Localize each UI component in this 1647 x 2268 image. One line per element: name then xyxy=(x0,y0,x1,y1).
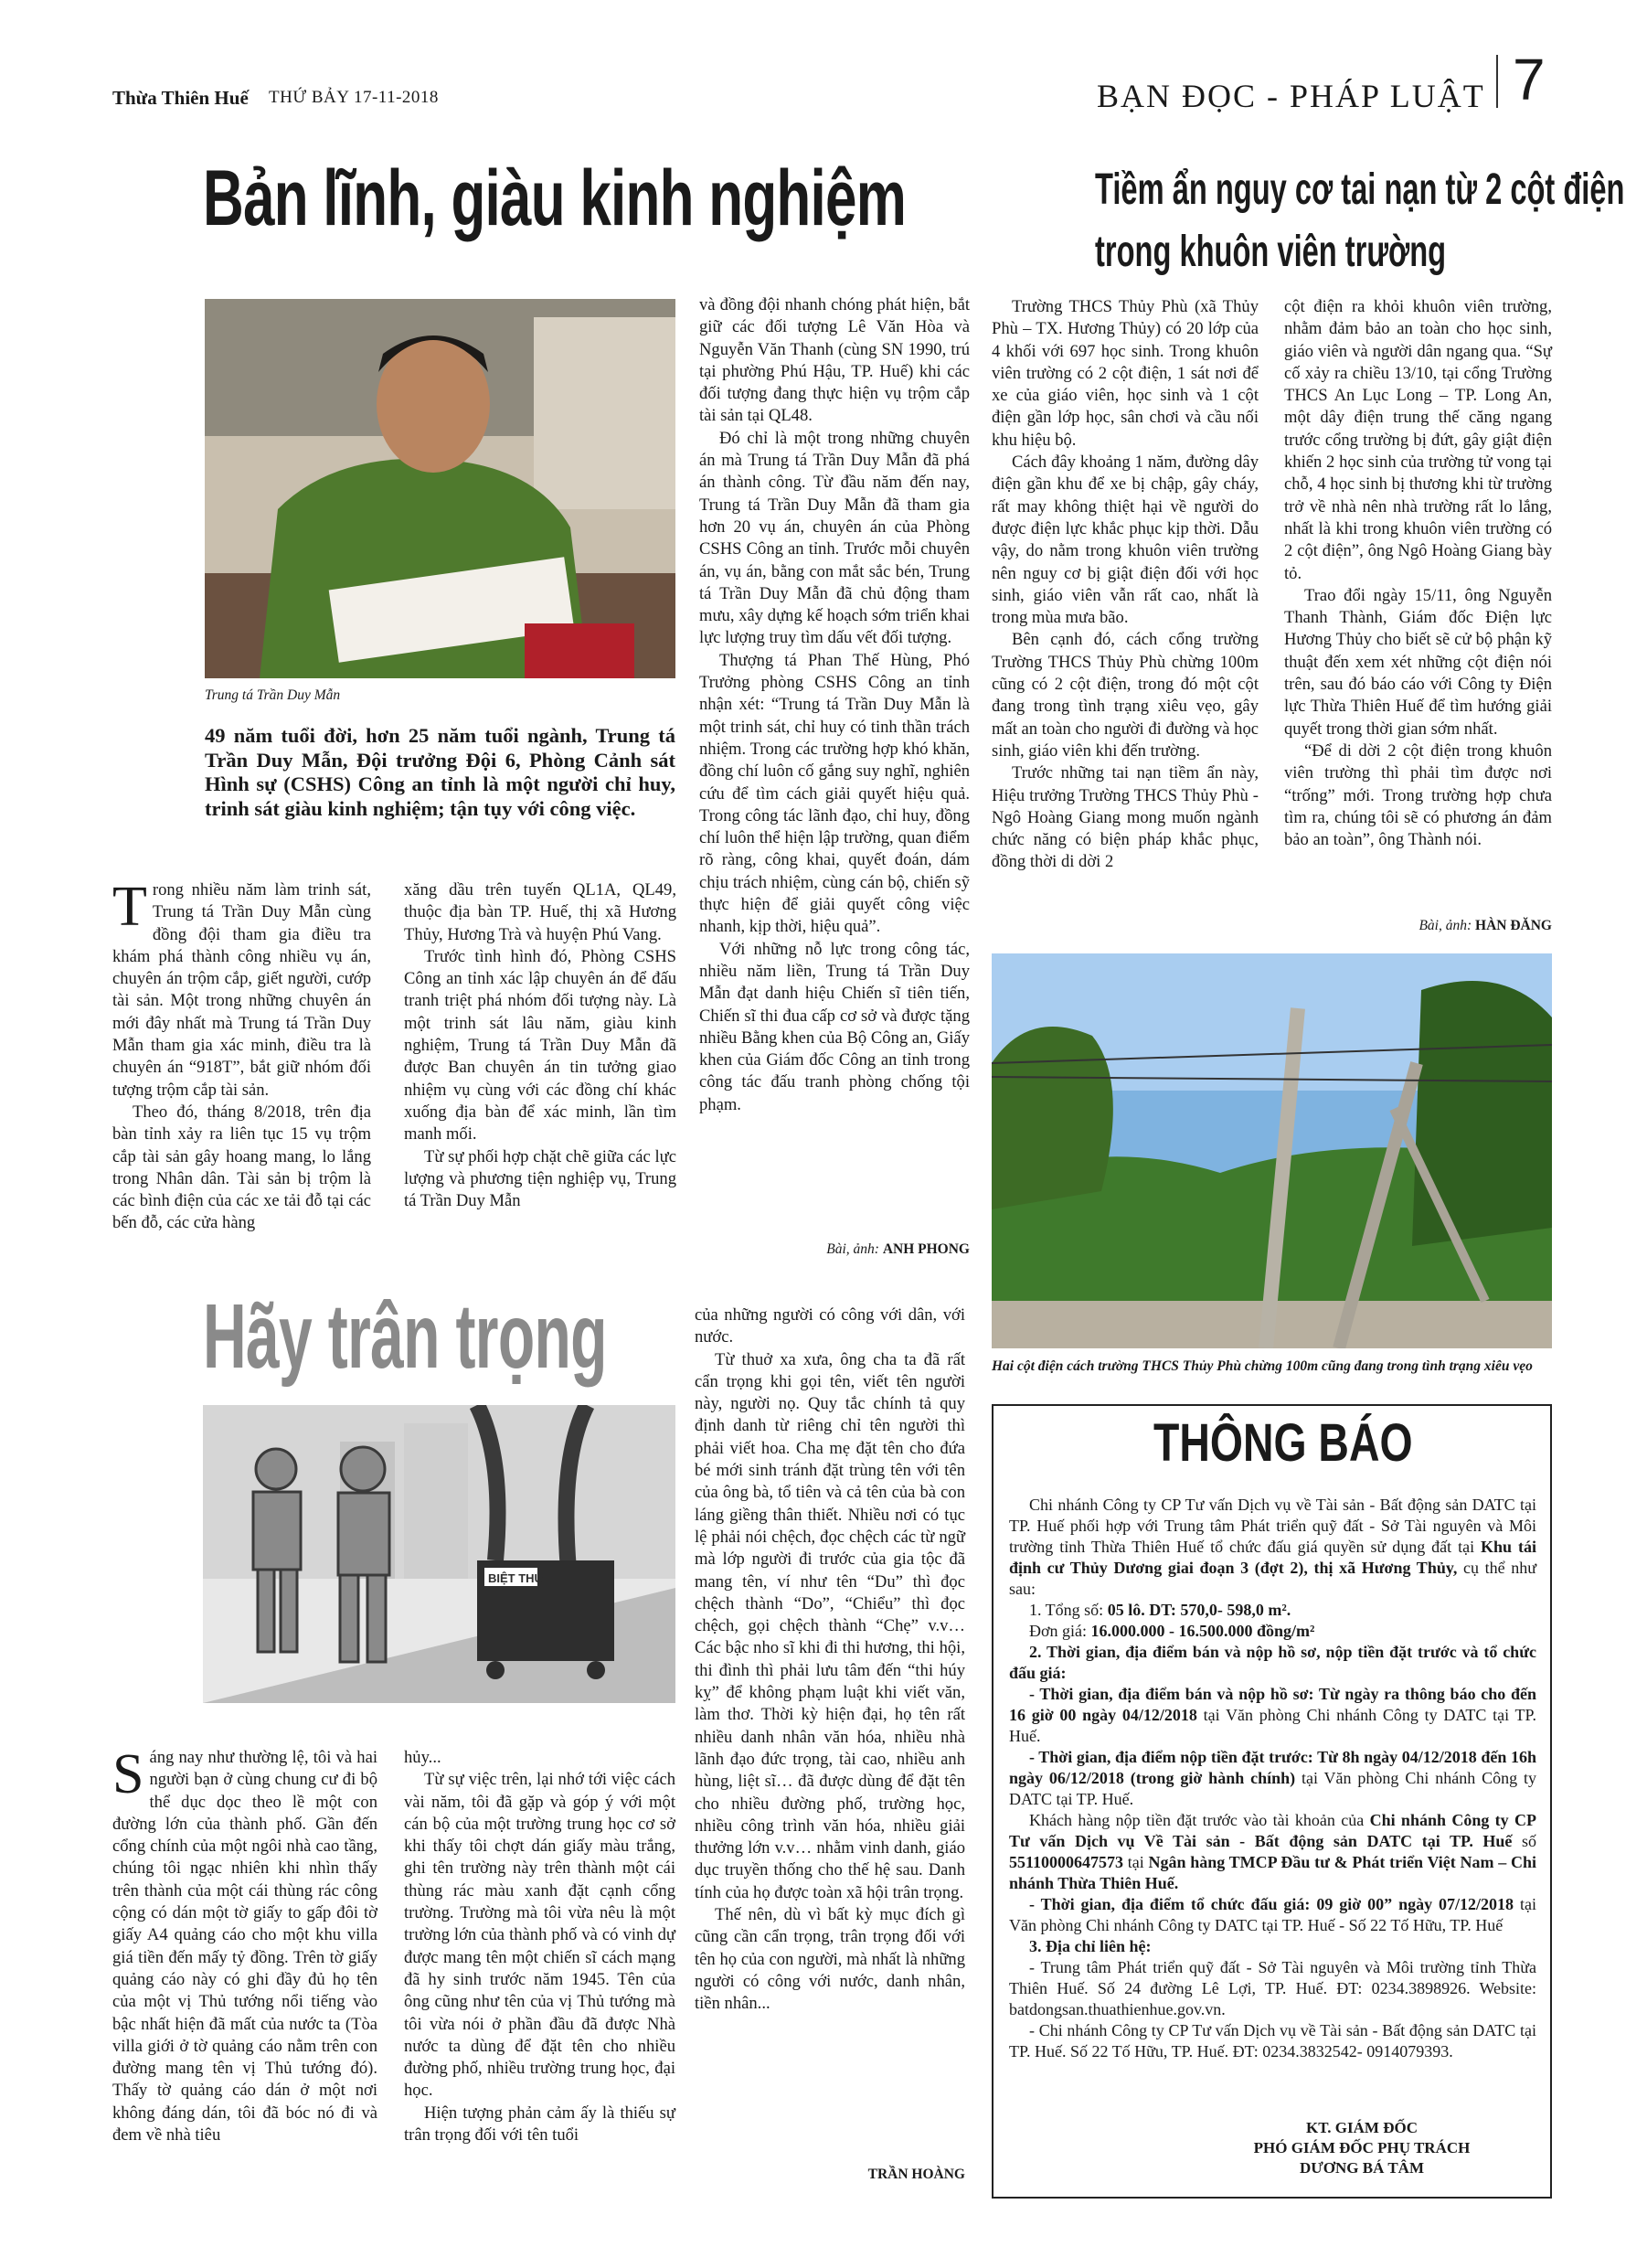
article2-column-1: Trường THCS Thủy Phù (xã Thủy Phù – TX. Hương Thủy) có 20 lớp của 4 khối với 697 học sinh. Trong khuôn viên trường có 2 cột điện, 1 sát nơi để xe của giáo viên, học sinh và 1 cột điện gần lớp học, sân chơi và cầu nối khu hiệu bộ. Cách đây khoảng 1 năm, đường dây điện gần khu để xe bị chập, gây cháy, rất may không thiệt hại về người do được điện lực khắc phục kịp thời. Dẫu vậy, do nằm trong khuôn viên trường nên nguy cơ bị giật điện đối với học sinh, giáo viên vẫn rất cao, nhất là trong mùa mưa bão. Bên cạnh đó, cách cổng trường Trường THCS Thủy Phù chừng 100m cũng có 2 cột điện, trong đó một cột đang trong tình trạng xiêu vẹo, gây mất an toàn cho người đi đường và học sinh, giáo viên khi đến trường. Trước những tai nạn tiềm ẩn này, Hiệu trưởng Trường THCS Thủy Phù - Ngô Hoàng Giang mong muốn ngành chức năng có biện pháp khắc phục, đồng thời di dời 2 xyxy=(992,297,1259,872)
article3-column-2: hủy... Từ sự việc trên, lại nhớ tới việc cách vài năm, tôi đã gặp và góp ý với một cán bộ của một trường trung học cơ sở khi thấy tôi chợt dán giấy màu trắng, ghi tên trường này trên thành một cái thùng rác màu xanh đặt cạnh cổng trường. Trường mà tôi vừa nêu là một trường lớn của thành phố và có vinh dự được mang tên một chiến sĩ cách mạng đã hy sinh trước năm 1945. Tên của ông cũng như tên của vị Thủ tướng mà tôi vừa nói ở phần đầu đã được Nhà nước ta dùng để đặt tên cho nhiều đường phố, nhiều trường trung học, đại học. Hiện tượng phản cảm ấy là thiếu sự trân trọng đối với tên tuổi xyxy=(404,1748,675,2146)
dropcap: T xyxy=(112,876,147,938)
article3-headline: Hãy trân trọng xyxy=(203,1285,607,1388)
article3-column-3: của những người có công với dân, với nước. Từ thuở xa xưa, ông cha ta đã rất cẩn trọng khi gọi tên, viết tên người này, người nọ. Quy tắc chính tả quy định danh từ riêng chỉ tên người thì phải viết hoa. Cha mẹ đặt tên cho đứa bé mới sinh tránh đặt trùng tên với tên của ông bà, tổ tiên và cả tên của bà con láng giềng thân thiết. Nhiều nơi có tục lệ phải nói chệch, đọc chệch các từ ngữ mà lớp người đi trước của gia tộc đã mang tên, ví như tên “Du” thì đọc chệch thành “Do”, “Chiểu” thì đọc chệch, gọi chệch thành “Chẹ” v.v… Các bậc nho sĩ khi đi thi hương, thi hội, thi đình thì phải lưu tâm đến “thi húy kỵ” để không phạm luật khi viết văn, làm thơ. Thời kỳ hiện đại, họ tên rất nhiều danh nhân văn hóa, nhiều nhà lãnh đạo đức trọng, tài cao, nhiều anh hùng, liệt sĩ… đã được dùng để đặt tên cho nhiều đường phố, trường học, nhiều công trình văn hóa, nhiều giải thưởng lớn v.v… nhằm vinh danh, giáo dục truyền thống cho thế hệ sau. Danh tính của họ được toàn xã hội trân trọng. Thế nên, dù vì bất kỳ mục đích gì cũng cần cẩn trọng, trân trọng đối với tên họ của con người, mà nhất là những người có công với nước, danh nhân, tiền nhân... xyxy=(695,1305,965,2014)
header-divider xyxy=(1496,55,1498,108)
article2-headline-line1: Tiềm ẩn nguy cơ tai nạn từ 2 cột điện xyxy=(1095,165,1625,214)
article3-column-1: Sáng nay như thường lệ, tôi và hai người bạn ở cùng chung cư đi bộ thể dục dọc theo lề một con đường lớn của thành phố. Gần đến cổng chính của một ngôi nhà cao tầng, chúng tôi ngạc nhiên khi nhìn thấy trên thành của một cái thùng rác công cộng có dán một tờ giấy to gấp đôi tờ giấy A4 quảng cáo cho một khu villa giá tiền đến mấy tỷ đồng. Trên tờ giấy quảng cáo này có ghi đầy đủ họ tên của một vị Thủ tướng nổi tiếng vào bậc nhất hiện đã mất của nước ta (Tòa villa giới ở tờ quảng cáo nằm trên con đường mang tên vị Thủ tướng đó). Thấy tờ quảng cáo dán ở một nơi không đáng dán, tôi đã bóc nó đi và đem về nhà tiêu xyxy=(112,1743,377,2146)
power-poles-caption: Hai cột điện cách trường THCS Thủy Phù chừng 100m cũng đang trong tình trạng xiêu vẹo xyxy=(992,1358,1533,1374)
article3-byline: TRẦN HOÀNG xyxy=(867,2167,965,2182)
illustration xyxy=(203,1405,675,1703)
sign-text: BIỆT THỰ xyxy=(488,1571,545,1585)
dropcap: S xyxy=(112,1743,144,1805)
notice-title: THÔNG BÁO xyxy=(1153,1413,1413,1473)
notice-signature: KT. GIÁM ĐỐC PHÓ GIÁM ĐỐC PHỤ TRÁCH DƯƠNG BÁ TÂM xyxy=(1253,2119,1471,2177)
article1-column-2: xăng dầu trên tuyến QL1A, QL49, thuộc địa bàn TP. Huế, thị xã Hương Thủy, Hương Trà và huyện Phú Vang. Trước tình hình đó, Phòng CSHS Công an tỉnh xác lập chuyên án để đấu tranh triệt phá nhóm đối tượng này. Là một trinh sát lâu năm, giàu kinh nghiệm, Trung tá Trần Duy Mẫn đã được Ban chuyên án tin tưởng giao nhiệm vụ cùng với các đồng chí khác xuống địa bàn để xác minh, lần tìm manh mối. Từ sự phối hợp chặt chẽ giữa các lực lượng và phương tiện nghiệp vụ, Trung tá Trần Duy Mẫn xyxy=(404,880,676,1211)
officer-photo-caption: Trung tá Trần Duy Mẫn xyxy=(205,687,341,703)
page-number: 7 xyxy=(1513,47,1546,112)
article1-headline: Bản lĩnh, giàu kinh nghiệm xyxy=(203,154,907,242)
issue-date: THỨ BẢY 17-11-2018 xyxy=(269,88,439,107)
newspaper-name: Thừa Thiên Huế xyxy=(112,87,249,109)
article1-lede: 49 năm tuổi đời, hơn 25 năm tuổi ngành, Trung tá Trần Duy Mẫn, Đội trưởng Đội 6, Phòng Cảnh sát Hình sự (CSHS) Công an tỉnh là một người chỉ huy, trinh sát giàu kinh nghiệm; tận tụy với công việc. xyxy=(205,724,675,820)
power-poles-photo xyxy=(992,953,1552,1348)
article1-byline: Bài, ảnh: ANH PHONG xyxy=(826,1241,970,1257)
section-title: BẠN ĐỌC - PHÁP LUẬT xyxy=(1097,78,1485,114)
article2-column-2: cột điện ra khỏi khuôn viên trường, nhằm đảm bảo an toàn cho học sinh, giáo viên và người dân ngang qua. “Sự cố xảy ra chiều 13/10, tại cổng Trường THCS An Lục Long – TP. Long An, một dây điện trung thế căng ngang trước cổng trường bị đứt, gây giật điện khiến 2 học sinh của trường tử vong tại chỗ, 4 học sinh bị thương khi từ trường trở về nhà nên nhà trường rất lo lắng, nhất là khi trong khuôn viên trường có 2 cột điện”, ông Ngô Hoàng Giang bày tỏ. Trao đổi ngày 15/11, ông Nguyễn Thanh Thành, Giám đốc Điện lực Hương Thủy cho biết sẽ cử bộ phận kỹ thuật đến xem xét những cột điện nói trên, sau đó báo cáo với Công ty Điện lực Thừa Thiên Huế để tìm hướng giải quyết trong thời gian sớm nhất. “Để di dời 2 cột điện trong khuôn viên trường thì phải tìm được nơi “trống” mới. Trong trường hợp chưa tìm ra, chúng tôi sẽ có phương án đảm bảo an toàn”, ông Thành nói. xyxy=(1284,297,1552,850)
article2-byline: Bài, ảnh: HÀN ĐĂNG xyxy=(1419,918,1552,933)
officer-photo xyxy=(205,299,675,678)
article2-headline-line2: trong khuôn viên trường xyxy=(1095,228,1447,276)
article1-column-3: và đồng đội nhanh chóng phát hiện, bắt giữ các đối tượng Lê Văn Hòa và Nguyễn Văn Thanh (cùng SN 1990, trú tại phường Phú Hậu, TP. Huế) khi các đối tượng đang thực hiện vụ trộm cắp tài sản tại QL48. Đó chỉ là một trong những chuyên án mà Trung tá Trần Duy Mẫn đã phá án thành công. Từ đầu năm đến nay, Trung tá Trần Duy Mẫn đã tham gia hơn 20 vụ án, chuyên án của Phòng CSHS Công an tỉnh. Trước mỗi chuyên án, vụ án, bằng con mắt sắc bén, Trung tá Trần Duy Mẫn đã chủ động tham mưu, xây dựng kế hoạch sớm triển khai lực lượng truy tìm dấu vết đối tượng. Thượng tá Phan Thế Hùng, Phó Trưởng phòng CSHS Công an tỉnh nhận xét: “Trung tá Trần Duy Mẫn là một trinh sát, chỉ huy có tinh thần trách nhiệm. Trong các trường hợp khó khăn, đồng chí luôn cố gắng suy nghĩ, nghiên cứu để tìm cách giải quyết hiệu quả. Trong công tác lãnh đạo, chỉ huy, đồng chí luôn thể hiện lập trường, quan điểm rõ ràng, công khai, quyết đoán, dám chịu trách nhiệm, cùng cán bộ, chiến sỹ thực hiện để giải quyết công việc nhanh, kịp thời, hiệu quả”. Với những nỗ lực trong công tác, nhiều năm liền, Trung tá Trần Duy Mẫn đạt danh hiệu Chiến sĩ tiên tiến, Chiến sĩ thi đua cấp cơ sở và được tặng nhiều Bằng khen của Bộ Công an, Giấy khen của Giám đốc Công an tỉnh trong công tác đấu tranh phòng chống tội phạm. xyxy=(699,295,970,1114)
article1-column-1: Trong nhiều năm làm trinh sát, Trung tá Trần Duy Mẫn cùng đồng đội tham gia điều tra khám phá thành công nhiều vụ án, chuyên án trộm cắp, giết người, cướp tài sản. Một trong những chuyên án mới đây nhất mà Trung tá Trần Duy Mẫn tham gia xác minh, điều tra là chuyên án “918T”, bắt giữ nhóm đối tượng trộm cắp tài sản. Theo đó, tháng 8/2018, trên địa bàn tỉnh xảy ra liên tục 15 vụ trộm cắp tài sản gây hoang mang, lo lắng trong Nhân dân. Tài sản bị trộm là các bình điện của các xe tải đỗ tại các bến đỗ, các cửa hàng xyxy=(112,876,371,1233)
notice-body: Chi nhánh Công ty CP Tư vấn Dịch vụ về Tài sản - Bất động sản DATC tại TP. Huế phối hợp với Trung tâm Phát triển quỹ đất - Sở Tài nguyên và Môi trường tỉnh Thừa Thiên Huế tổ chức đấu giá quyền sử dụng đất tại Khu tái định cư Thủy Dương giai đoạn 3 (đợt 2), thị xã Hương Thủy, cụ thể như sau: 1. Tổng số: 05 lô. DT: 570,0- 598,0 m². Đơn giá: 16.000.000 - 16.500.000 đồng/m² 2. Thời gian, địa điểm bán và nộp hồ sơ, nộp tiền đặt trước và tổ chức đấu giá: - Thời gian, địa điểm bán và nộp hồ sơ: Từ ngày ra thông báo cho đến 16 giờ 00 ngày 04/12/2018 tại Văn phòng Chi nhánh Công ty DATC tại TP. Huế. - Thời gian, địa điểm nộp tiền đặt trước: Từ 8h ngày 04/12/2018 đến 16h ngày 06/12/2018 (trong giờ hành chính) tại Văn phòng Chi nhánh Công ty DATC tại TP. Huế. Khách hàng nộp tiền đặt trước vào tài khoản của Chi nhánh Công ty CP Tư vấn Dịch vụ Về Tài sản - Bất động sản DATC tại TP. Huế số 55110000647573 tại Ngân hàng TMCP Đầu tư & Phát triển Việt Nam – Chi nhánh Thừa Thiên Huế. - Thời gian, địa điểm tổ chức đấu giá: 09 giờ 00” ngày 07/12/2018 tại Văn phòng Chi nhánh Công ty DATC tại TP. Huế - Số 22 Tố Hữu, TP. Huế 3. Địa chỉ liên hệ: - Trung tâm Phát triển quỹ đất - Sở Tài nguyên và Môi trường tỉnh Thừa Thiên Huế. Số 24 đường Lê Lợi, TP. Huế. ĐT: 0234.3898926. Website: batdongsan.thuathienhue.gov.vn. - Chi nhánh Công ty CP Tư vấn Dịch vụ về Tài sản - Bất động sản DATC tại TP. Huế. Số 22 Tố Hữu, TP. Huế. ĐT: 0234.3832542- 0914079393. xyxy=(1009,1496,1536,2060)
